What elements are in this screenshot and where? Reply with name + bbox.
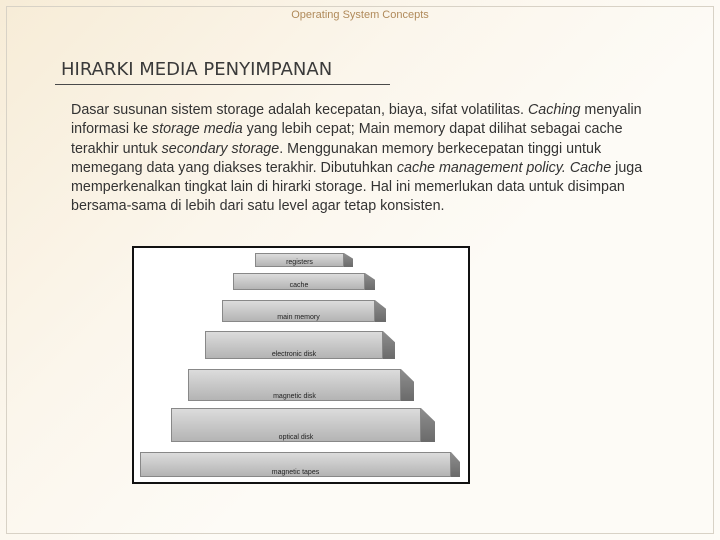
tier-registers xyxy=(255,253,353,267)
italic-term: secondary storage xyxy=(161,140,280,157)
tier-label: registers xyxy=(286,259,313,266)
tier-side xyxy=(421,408,435,442)
tier-label: magnetic disk xyxy=(273,393,316,400)
slide-title: HIRARKI MEDIA PENYIMPANAN xyxy=(61,59,333,80)
tier-label: magnetic tapes xyxy=(271,469,320,476)
tier-cache xyxy=(233,273,375,290)
storage-hierarchy-figure xyxy=(132,246,470,484)
tier-magnetic-disk xyxy=(188,369,414,401)
tier-side xyxy=(375,300,386,322)
tier-side xyxy=(383,331,395,359)
tier-label: optical disk xyxy=(278,434,314,441)
tier-side xyxy=(451,452,460,477)
text-run: menyalin informasi ke xyxy=(71,102,642,138)
text-run: yang lebih cepat; Main memory dapat dilihat sebagai cache terakhir untuk xyxy=(71,121,623,157)
italic-term: storage media xyxy=(152,121,243,138)
tier-optical-disk xyxy=(171,408,435,442)
italic-term: Caching xyxy=(527,102,581,118)
tier-side xyxy=(344,253,353,267)
tier-side xyxy=(365,273,375,290)
tier-electronic-disk xyxy=(205,331,395,359)
slide-header: Operating System Concepts xyxy=(291,9,429,21)
tier-label: main memory xyxy=(277,314,320,321)
body-paragraph xyxy=(71,101,661,217)
title-underline xyxy=(55,84,390,85)
text-run: juga memperkenalkan tingkat lain di hirarki storage. Hal ini memerlukan data untuk disimpan bersama-sama di lebih dari satu level agar tetap konsisten. xyxy=(71,159,643,215)
tier-magnetic-tapes xyxy=(140,452,460,477)
tier-label: cache xyxy=(289,282,309,289)
text-run: . Menggunakan memory berkecepatan tinggi untuk memegang data yang diakses terakhir. Dibutuhkan xyxy=(71,140,602,176)
tier-label: electronic disk xyxy=(271,351,317,358)
text-run: Dasar susunan sistem storage adalah kecepatan, biaya, sifat volatilitas. xyxy=(71,102,528,118)
italic-term: cache management policy. Cache xyxy=(396,159,612,176)
tier-main-memory xyxy=(222,300,386,322)
tier-side xyxy=(401,369,414,401)
